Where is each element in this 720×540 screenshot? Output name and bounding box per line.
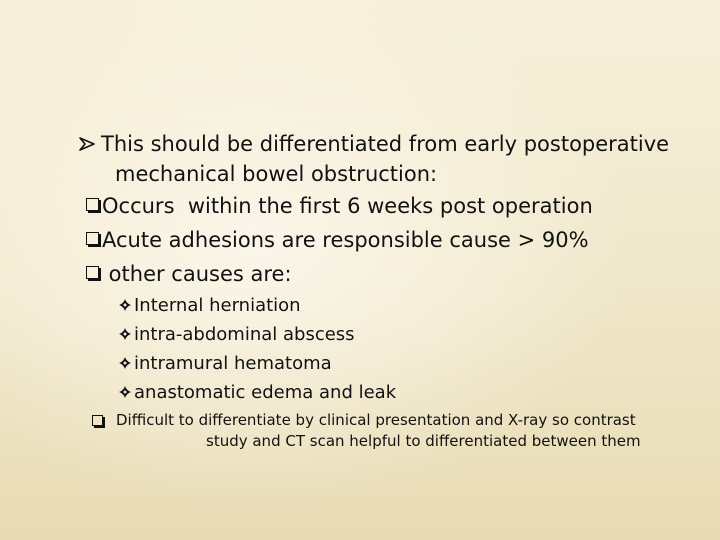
diamond-bullet-icon	[118, 385, 132, 399]
diamond-bullet-icon	[118, 327, 132, 341]
checkbox-bullet-icon	[86, 198, 99, 211]
checkbox-bullet-icon	[86, 266, 99, 279]
checkbox-bullet-icon	[92, 415, 103, 426]
diamond-bullet-icon	[118, 356, 132, 370]
bullet-item-3: other causes are:	[102, 262, 292, 286]
diamond-bullet-icon	[118, 298, 132, 312]
intro-line-1: This should be differentiated from early postoperative	[101, 132, 670, 156]
bullet-item-2: Acute adhesions are responsible cause > 90%	[102, 228, 589, 252]
arrow-bullet-icon	[79, 136, 95, 152]
sub-bullet-1: Internal herniation	[134, 295, 301, 316]
note-line-2: study and CT scan helpful to differentiated between them	[206, 432, 641, 450]
bullet-item-1: Occurs within the first 6 weeks post operation	[102, 194, 593, 218]
sub-bullet-4: anastomatic edema and leak	[134, 382, 397, 403]
sub-bullet-2: intra-abdominal abscess	[134, 324, 355, 345]
note-line-1: Difficult to differentiate by clinical presentation and X-ray so contrast	[116, 411, 636, 429]
intro-line-2: mechanical bowel obstruction:	[115, 162, 438, 186]
checkbox-bullet-icon	[86, 232, 99, 245]
sub-bullet-3: intramural hematoma	[134, 353, 332, 374]
